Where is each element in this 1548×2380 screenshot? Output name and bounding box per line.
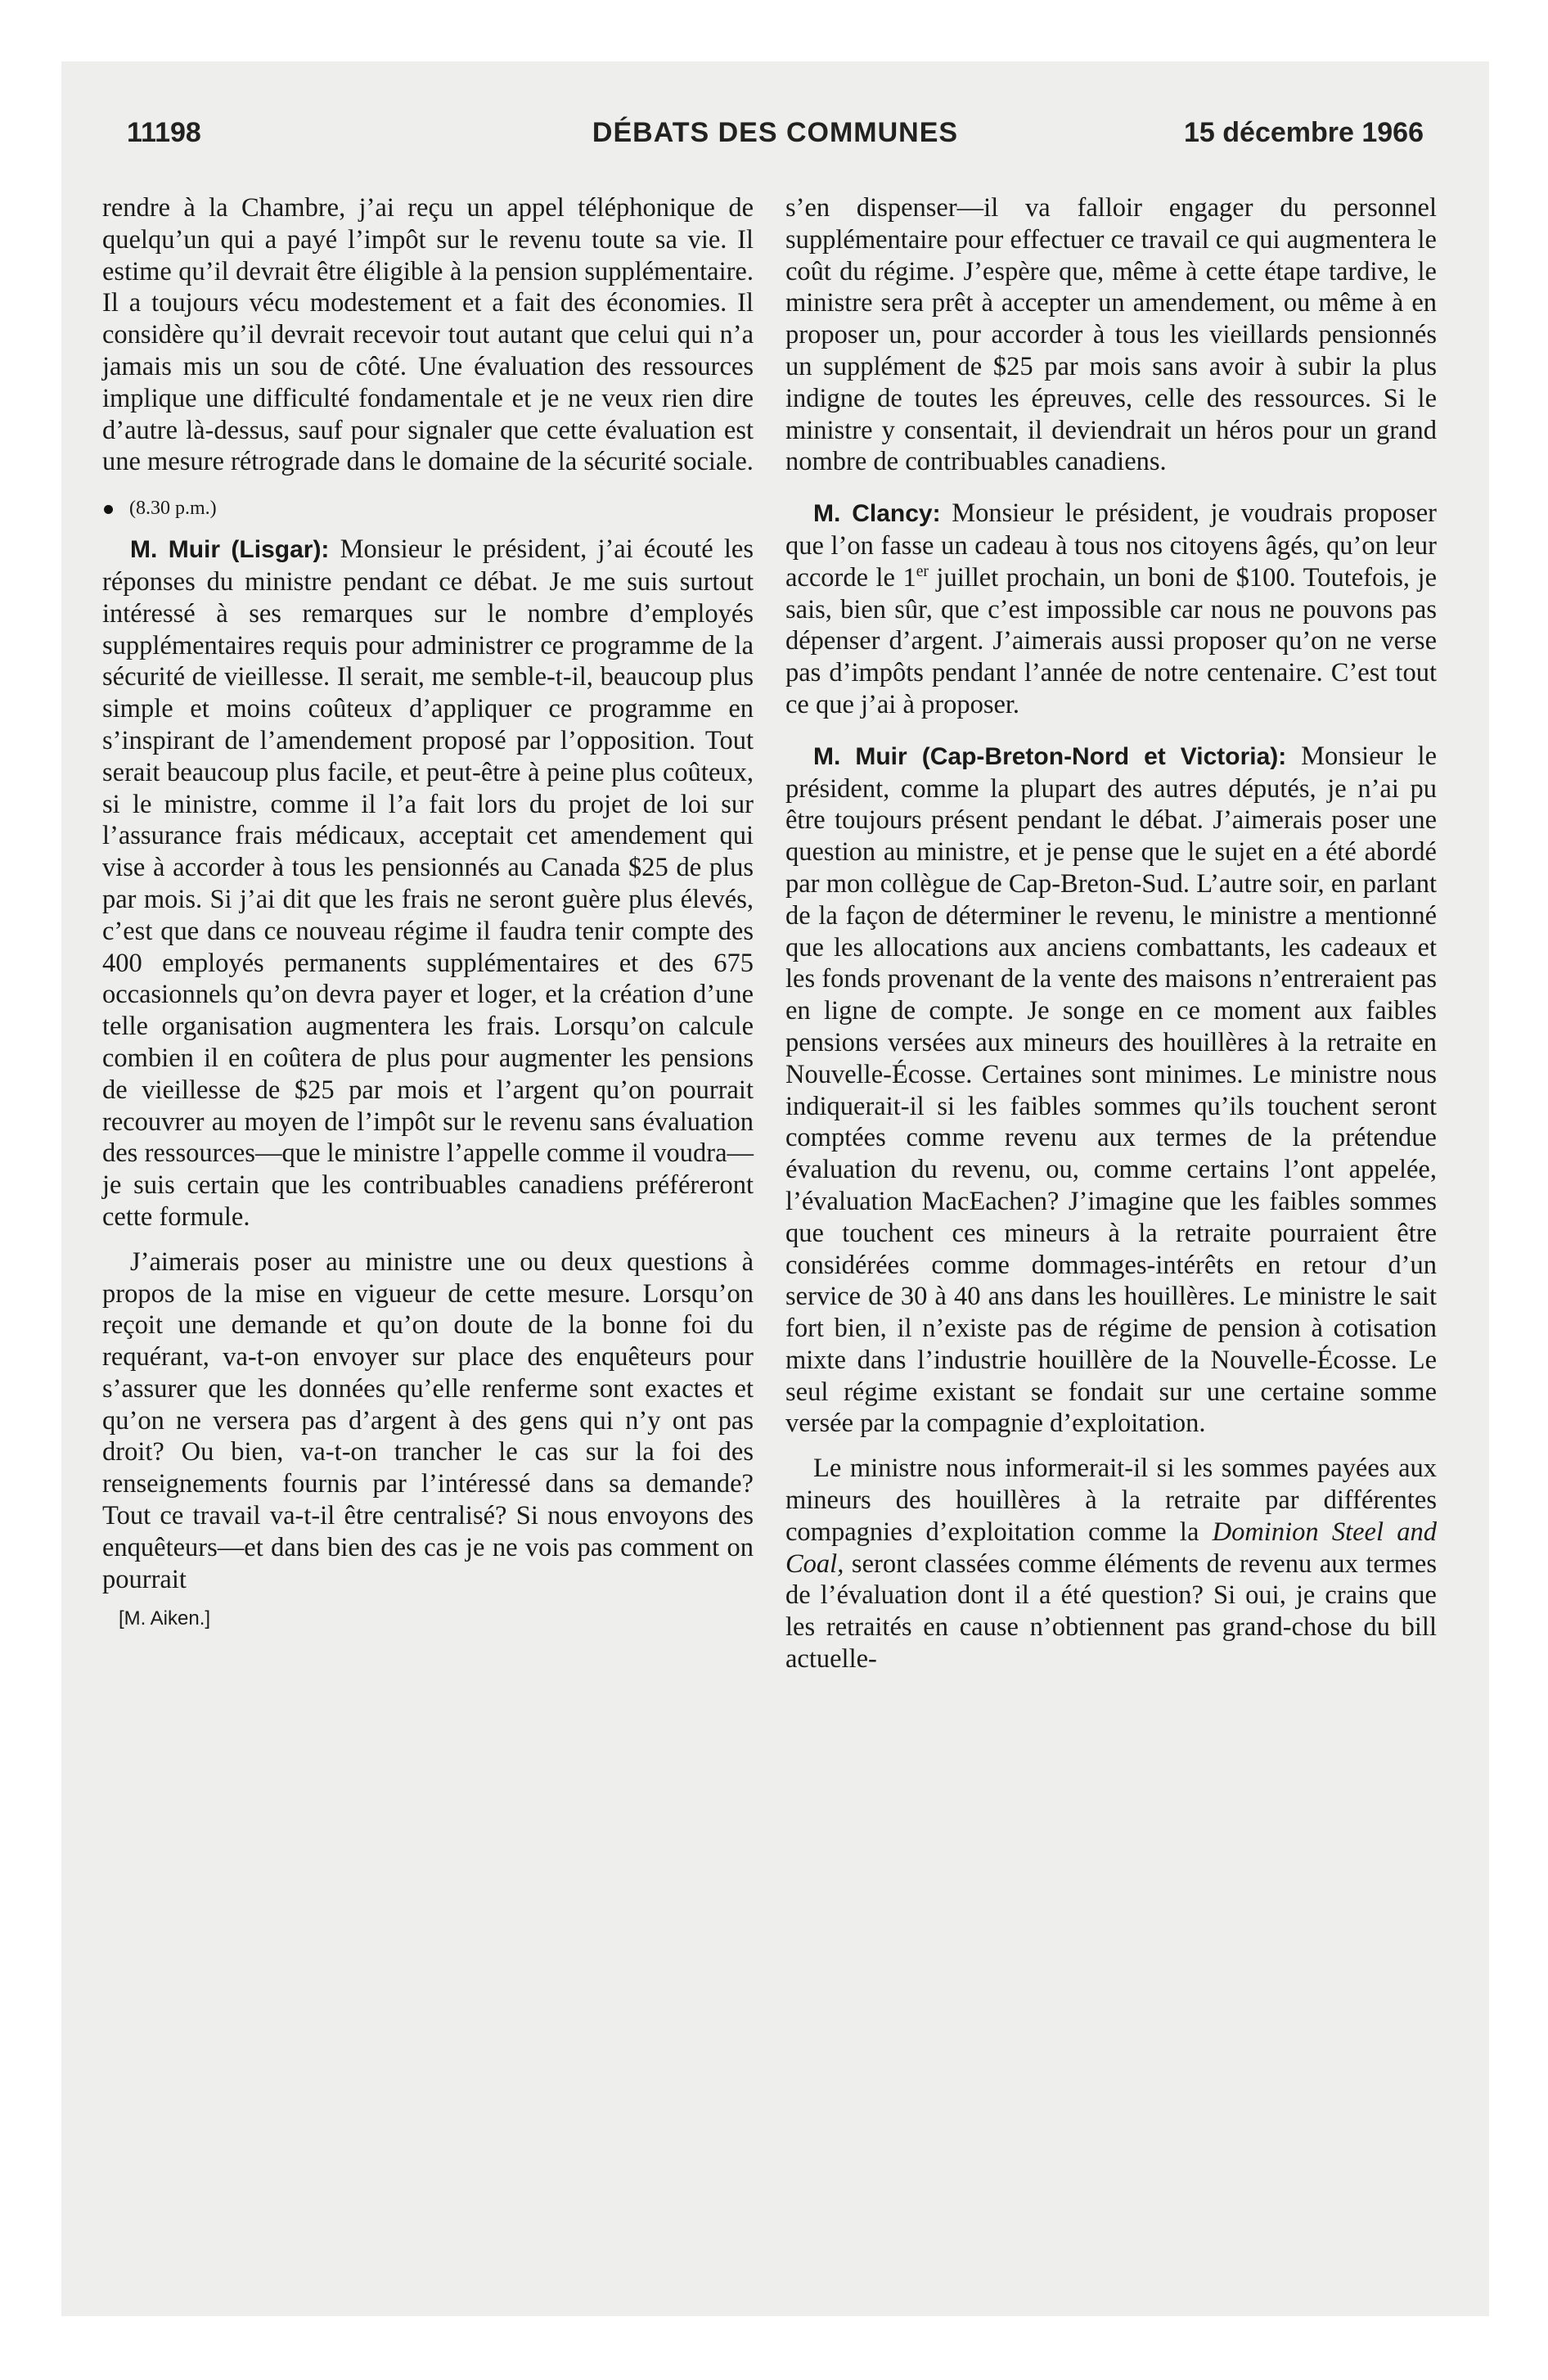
paragraph-text: Le ministre nous informerait-il si les sommes payées aux mineurs des houillères à la retraite par différentes compagnies d’exploitation comme la [785, 1454, 1437, 1547]
speaker-name: M. Muir (Cap-Breton-Nord et Victoria): [813, 742, 1287, 770]
page-date: 15 décembre 1966 [1184, 117, 1424, 148]
speech-text: Monsieur le président, je voudrais proposer que l’on fasse un cadeau à tous nos citoyens âgés, qu’on leur accorde le 1 [785, 498, 1437, 593]
footnote: [M. Aiken.] [119, 1607, 211, 1630]
page-number: 11198 [127, 117, 201, 148]
paragraph: rendre à la Chambre, j’ai reçu un appel téléphonique de quelqu’un qui a payé l’impôt sur le revenu toute sa vie. Il estime qu’il devrait être éligible à la pension supplémentaire. Il a toujours vécu modestement et a fait des économies. Il considère qu’il devrait recevoir tout autant que celui qui n’a jamais mis un sou de côté. Une évaluation des ressources implique une difficulté fondamentale et je ne veux rien dire d’autre là-dessus, sauf pour signaler que cette évaluation est une mesure rétrograde dans le domaine de la sécurité sociale. [102, 193, 754, 477]
paragraph: J’aimerais poser au ministre une ou deux questions à propos de la mise en vigueur de cette mesure. Lorsqu’on reçoit une demande et qu’on doute de la bonne foi du requérant, va-t-on envoyer sur place des enquêteurs pour s’assurer que les données qu’elle renferme sont exactes et qu’on ne versera pas d’argent à des gens qui n’y ont pas droit? Ou bien, va-t-on trancher le cas sur la foi des renseignements fournis par l’intéressé dans sa demande? Tout ce travail va-t-il être centralisé? Si nous envoyons des enquêteurs—et dans bien des cas je ne vois pas comment on pourrait [102, 1246, 754, 1594]
publication-title: DÉBATS DES COMMUNES [592, 117, 959, 148]
left-column [102, 192, 754, 1631]
paragraph [785, 1453, 1437, 1675]
speaker-name: M. Clancy: [813, 500, 941, 528]
speech [102, 534, 754, 1233]
bullet-icon [104, 505, 113, 514]
speech-text-cont: juillet prochain, un boni de $100. Toutefois, je sais, bien sûr, que c’est impossible car nous ne pouvons pas dépenser d’argent. J’aimerais aussi proposer qu’on ne verse pas d’impôts pendant l’année de notre centenaire. C’est tout ce que j’ai à proposer. [785, 562, 1437, 719]
speech [785, 498, 1437, 721]
right-column [785, 192, 1437, 1675]
time-stamp: (8.30 p.m.) [129, 498, 217, 520]
page [61, 61, 1489, 2316]
superscript: er [916, 562, 929, 580]
company-name: Dominion Steel and Coal, [785, 1517, 1437, 1579]
speech [785, 741, 1437, 1440]
paragraph: s’en dispenser—il va falloir engager du personnel supplémentaire pour effectuer ce travail ce qui augmentera le coût du régime. J’espère que, même à cette étape tardive, le ministre sera prêt à accepter un amendement, ou même à en proposer un, pour accorder à tous les vieillards pensionnés un supplément de $25 par mois sans avoir à subir la plus indigne de toutes les épreuves, celle des ressources. Si le ministre y consentait, il deviendrait un héros pour un grand nombre de contribuables canadiens. [785, 193, 1437, 477]
page-header [127, 117, 1424, 166]
speaker-name: M. Muir (Lisgar): [130, 536, 330, 564]
speech-text: Monsieur le président, j’ai écouté les réponses du ministre pendant ce débat. Je me suis surtout intéressé à ses remarques sur le nombre d’employés supplémentaires requis pour administrer ce programme de la sécurité de vieillesse. Il serait, me semble-t-il, beaucoup plus simple et moins coûteux d’appliquer ce programme en s’inspirant de l’amendement proposé par l’opposition. Tout serait beaucoup plus facile, et peut-être à peine plus coûteux, si le ministre, comme il l’a fait lors du projet de loi sur l’assurance frais médicaux, acceptait cet amendement qui vise à accorder à tous les pensionnés au Canada $25 de plus par mois. Si j’ai dit que les frais ne seront guère plus élevés, c’est que dans ce nouveau régime il faudra tenir compte des 400 employés permanents supplémentaires et des 675 occasionnels qu’on devra payer et loger, et la création d’une telle organisation augmentera les frais. Lorsqu’on calcule combien il en coûtera de plus pour augmenter les pensions de vieillesse de $25 par mois et l’argent qu’on pourrait recouvrer au moyen de l’impôt sur le revenu sans évaluation des ressources—que le ministre l’appelle comme il voudra—je suis certain que les contribuables canadiens préféreront cette formule. [102, 534, 754, 1232]
time-marker [102, 496, 754, 521]
paragraph-text-cont: seront classées comme éléments de revenu aux termes de l’évaluation dont il a été question? Si oui, je crains que les retraités en cause n’obtiennent pas grand-chose du bill actuelle- [785, 1548, 1437, 1675]
speech-text: Monsieur le président, comme la plupart des autres députés, je n’ai pu être toujours présent pendant le débat. J’aimerais poser une question au ministre, et je pense que le sujet en a été abordé par mon collègue de Cap-Breton-Sud. L’autre soir, en parlant de la façon de déterminer le revenu, le ministre a mentionné que les allocations aux anciens combattants, les cadeaux et les fonds provenant de la vente des maisons n’entreraient pas en ligne de compte. Je songe en ce moment aux faibles pensions versées aux mineurs des houillères à la retraite en Nouvelle-Écosse. Certaines sont minimes. Le ministre nous indiquerait-il si les faibles sommes qu’ils touchent seront comptées comme revenu aux termes de la prétendue évaluation du revenu, ou, comme certains l’ont appelée, l’évaluation MacEachen? J’imagine que les faibles sommes que touchent ces mineurs à la retraite pourraient être considérées comme dommages-intérêts en retour d’un service de 30 à 40 ans dans les houillères. Le ministre le sait fort bien, il n’existe pas de régime de pension à cotisation mixte dans l’industrie houillère de la Nouvelle-Écosse. Le seul régime existant se fondait sur une certaine somme versée par la compagnie d’exploitation. [785, 741, 1438, 1439]
